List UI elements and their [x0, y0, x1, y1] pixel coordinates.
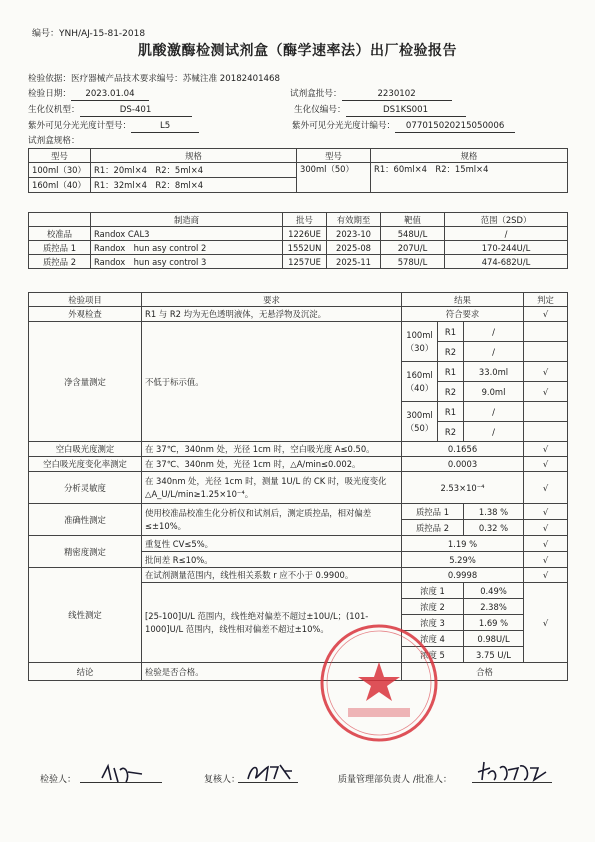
requirement-cell: 重复性 CV≤5%。: [142, 536, 402, 552]
result-cell: /: [464, 402, 524, 422]
control-cell: 1226UE: [283, 227, 327, 241]
header-judgment: 判定: [524, 293, 568, 307]
result-cell: 9.0ml: [464, 382, 524, 402]
conc-label-cell: 浓度 4: [402, 631, 464, 647]
analyzer-no-row: [294, 103, 466, 117]
spec-cell: 100ml（30）: [29, 163, 91, 178]
control-cell: 1257UE: [283, 255, 327, 269]
table-row: [29, 457, 568, 472]
control-header-cell: 范围（2SD）: [445, 213, 568, 227]
requirement-cell: 检验是否合格。: [142, 663, 402, 681]
reagent-cell: R2: [438, 342, 464, 362]
result-cell: 0.0003: [402, 457, 524, 472]
inspector-label: 检验人：: [40, 775, 77, 785]
requirement-cell: 在 340nm 处，光径 1cm 时，测量 1U/L 的 CK 时，吸光度变化△A_U/L/min≥1.25×10⁻⁴。: [142, 472, 402, 504]
table-row: [29, 227, 568, 241]
result-cell: 0.98U/L: [464, 631, 524, 647]
result-cell: /: [464, 322, 524, 342]
reagent-cell: R2: [438, 382, 464, 402]
spec-header-row: [29, 149, 568, 163]
uv-no-value: 077015020215050006: [395, 121, 515, 133]
result-cell: 0.49%: [464, 583, 524, 599]
table-row: [29, 536, 568, 552]
spec-header-cell: 型号: [297, 149, 371, 163]
result-cell: 3.75 U/L: [464, 647, 524, 663]
item-cell: 空白吸光度变化率测定: [29, 457, 142, 472]
batch-label: 试剂盒批号：: [290, 89, 342, 99]
spec-cell: 160ml（40）: [29, 178, 91, 193]
table-row: [29, 241, 568, 255]
conc-label-cell: 浓度 3: [402, 615, 464, 631]
spec-cell: 300ml（50）: [297, 163, 371, 193]
net-size-label: 100ml: [406, 329, 433, 340]
conc-label-cell: 浓度 2: [402, 599, 464, 615]
control-header-cell: 靶值: [381, 213, 445, 227]
table-row: [29, 255, 568, 269]
spec-header-cell: 型号: [29, 149, 91, 163]
requirement-cell: 不低于标示值。: [142, 322, 402, 442]
net-size-cell: [402, 362, 438, 402]
judgment-cell: √: [524, 362, 568, 382]
date-label: 检验日期：: [28, 89, 71, 99]
result-cell: 33.0ml: [464, 362, 524, 382]
header-requirement: 要求: [142, 293, 402, 307]
spec-header-cell: 规格: [91, 149, 297, 163]
inspection-basis: 检验依据：医疗器械产品技术要求编号：苏械注准 20182401468: [28, 74, 280, 84]
uv-no-label: 紫外可见分光光度计编号：: [292, 121, 396, 131]
requirement-cell: 使用校准品校准生化分析仪和试剂后，测定质控品，相对偏差≤±10%。: [142, 504, 402, 536]
net-size-count: （50）: [405, 422, 434, 433]
net-size-count: （30）: [405, 342, 434, 353]
batch-value: 2230102: [342, 89, 452, 101]
control-cell: 170-244U/L: [445, 241, 568, 255]
control-cell: 548U/L: [381, 227, 445, 241]
requirement-cell: 批间差 R≤10%。: [142, 552, 402, 568]
result-cell: 0.32 %: [464, 520, 524, 536]
inspection-header-row: [29, 293, 568, 307]
result-cell: 0.1656: [402, 442, 524, 457]
item-cell: 分析灵敏度: [29, 472, 142, 504]
control-cell: Randox hun asy control 2: [91, 241, 283, 255]
table-row: [29, 442, 568, 457]
analyzer-no-value: DS1KS001: [346, 105, 466, 117]
uv-model-label: 紫外可见分光光度计型号：: [28, 121, 132, 131]
qc-label-cell: 质控品 1: [402, 504, 464, 520]
requirement-cell: 在试剂测量范围内，线性相关系数 r 应不小于 0.9900。: [142, 568, 402, 583]
item-cell: 外观检查: [29, 307, 142, 322]
analyzer-value: DS-401: [80, 105, 192, 117]
uv-model-row: [28, 119, 199, 133]
result-cell: 5.29%: [402, 552, 524, 568]
requirement-cell: [25-100]U/L 范围内，线性绝对偏差不超过±10U/L；(101-1000]U/L 范围内，线性相对偏差不超过±10%。: [142, 583, 402, 663]
judgment-cell: [524, 402, 568, 422]
spec-label: 试剂盒规格：: [28, 136, 80, 146]
judgment-cell: √: [524, 504, 568, 520]
item-cell: 空白吸光度测定: [29, 442, 142, 457]
requirement-cell: 在 37℃、340nm 处，光径 1cm 时，△A/min≤0.002。: [142, 457, 402, 472]
control-cell: 1552UN: [283, 241, 327, 255]
spec-header-cell: 规格: [371, 149, 568, 163]
control-cell: 474-682U/L: [445, 255, 568, 269]
judgment-cell: √: [524, 520, 568, 536]
result-cell: /: [464, 422, 524, 442]
table-row: [29, 472, 568, 504]
table-row: [29, 663, 568, 681]
analyzer-no-label: 生化仪编号：: [294, 105, 346, 115]
uv-model-value: L5: [131, 121, 199, 133]
net-size-cell: [402, 402, 438, 442]
net-size-label: 300ml: [406, 409, 433, 420]
result-cell: 符合要求: [402, 307, 524, 322]
result-cell: 1.38 %: [464, 504, 524, 520]
judgment-cell: √: [524, 552, 568, 568]
document-code: 编号：YNH/AJ-15-81-2018: [32, 29, 146, 39]
control-cell: 质控品 2: [29, 255, 91, 269]
result-cell: 0.9998: [402, 568, 524, 583]
requirement-cell: R1 与 R2 均为无色透明液体，无悬浮物及沉淀。: [142, 307, 402, 322]
analyzer-row: [28, 103, 192, 117]
table-row: [29, 322, 568, 342]
reviewer-label: 复核人：: [204, 775, 241, 785]
inspection-table: [28, 292, 568, 681]
spec-table: [28, 148, 568, 193]
header-item: 检验项目: [29, 293, 142, 307]
spec-cell: R1：60ml×4 R2：15ml×4: [371, 163, 568, 193]
item-cell: 净含量测定: [29, 322, 142, 442]
control-table: [28, 212, 568, 269]
reagent-cell: R1: [438, 402, 464, 422]
conc-label-cell: 浓度 1: [402, 583, 464, 599]
judgment-cell: √: [524, 568, 568, 583]
control-cell: Randox hun asy control 3: [91, 255, 283, 269]
reagent-cell: R1: [438, 322, 464, 342]
inspector-signature: [98, 760, 148, 786]
inspection-date-row: [28, 87, 149, 101]
batch-row: [290, 87, 452, 101]
approver-label: 质量管理部负责人 /批准人：: [338, 775, 452, 785]
date-value: 2023.01.04: [71, 89, 149, 101]
control-cell: 2023-10: [327, 227, 381, 241]
control-cell: 2025-08: [327, 241, 381, 255]
result-cell: /: [464, 342, 524, 362]
judgment-cell: √: [524, 382, 568, 402]
judgment-cell: [524, 342, 568, 362]
uv-no-row: [292, 119, 515, 133]
judgment-cell: √: [524, 472, 568, 504]
control-header-cell: 制造商: [91, 213, 283, 227]
result-cell: 2.53×10⁻⁴: [402, 472, 524, 504]
judgment-cell: √: [524, 442, 568, 457]
control-cell: Randox CAL3: [91, 227, 283, 241]
result-cell: 2.38%: [464, 599, 524, 615]
reagent-cell: R1: [438, 362, 464, 382]
reviewer-signature: [244, 759, 296, 785]
control-cell: /: [445, 227, 568, 241]
item-cell: 结论: [29, 663, 142, 681]
net-size-cell: [402, 322, 438, 362]
control-header-cell: [29, 213, 91, 227]
judgment-cell: √: [524, 583, 568, 663]
result-cell: 合格: [402, 663, 568, 681]
judgment-cell: √: [524, 457, 568, 472]
control-cell: 207U/L: [381, 241, 445, 255]
table-row: [29, 568, 568, 583]
control-cell: 578U/L: [381, 255, 445, 269]
net-size-label: 160ml: [406, 369, 433, 380]
judgment-cell: √: [524, 536, 568, 552]
spec-cell: R1：32ml×4 R2：8ml×4: [91, 178, 297, 193]
header-result: 结果: [402, 293, 524, 307]
item-cell: 精密度测定: [29, 536, 142, 568]
control-cell: 质控品 1: [29, 241, 91, 255]
reagent-cell: R2: [438, 422, 464, 442]
judgment-cell: [524, 422, 568, 442]
judgment-cell: [524, 322, 568, 342]
result-cell: 1.69 %: [464, 615, 524, 631]
company-seal: [318, 622, 440, 744]
judgment-cell: √: [524, 307, 568, 322]
net-size-count: （40）: [405, 382, 434, 393]
control-header-cell: 批号: [283, 213, 327, 227]
control-cell: 2025-11: [327, 255, 381, 269]
control-header-row: [29, 213, 568, 227]
item-cell: 线性测定: [29, 568, 142, 663]
qc-label-cell: 质控品 2: [402, 520, 464, 536]
result-cell: 1.19 %: [402, 536, 524, 552]
table-row: [29, 307, 568, 322]
analyzer-label: 生化仪机型：: [28, 105, 80, 115]
approver-signature: [474, 758, 552, 784]
requirement-cell: 在 37℃，340nm 处，光径 1cm 时，空白吸光度 A≤0.50。: [142, 442, 402, 457]
conc-label-cell: 浓度 5: [402, 647, 464, 663]
control-cell: 校准品: [29, 227, 91, 241]
table-row: [29, 504, 568, 520]
report-title: 肌酸激酶检测试剂盒（酶学速率法）出厂检验报告: [138, 43, 457, 59]
table-row: [29, 163, 568, 178]
spec-cell: R1：20ml×4 R2：5ml×4: [91, 163, 297, 178]
control-header-cell: 有效期至: [327, 213, 381, 227]
item-cell: 准确性测定: [29, 504, 142, 536]
